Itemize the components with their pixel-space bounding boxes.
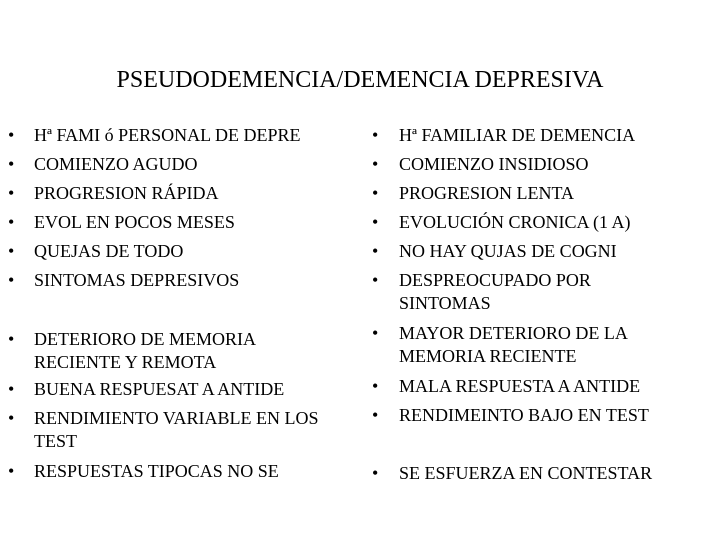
list-item-text: Hª FAMI ó PERSONAL DE DEPRE — [34, 125, 301, 145]
list-item-text: MAYOR DETERIORO DE LA MEMORIA RECIENTE — [399, 323, 627, 366]
list-item-text: COMIENZO AGUDO — [34, 154, 198, 174]
bullet-icon: • — [372, 125, 379, 145]
list-item-text: MALA RESPUESTA A ANTIDE — [399, 376, 641, 396]
bullet-icon: • — [372, 376, 379, 396]
list-item-text: PROGRESION RÁPIDA — [34, 183, 219, 203]
bullet-icon: • — [8, 125, 15, 145]
slide-title: PSEUDODEMENCIA/DEMENCIA DEPRESIVA — [116, 67, 604, 93]
bullet-icon: • — [8, 408, 15, 428]
bullet-icon: • — [372, 183, 379, 203]
bullet-icon: • — [372, 154, 379, 174]
list-item-text: EVOL EN POCOS MESES — [34, 212, 235, 232]
list-item-text: Hª FAMILIAR DE DEMENCIA — [399, 125, 636, 145]
bullet-icon: • — [372, 405, 379, 425]
bullet-icon: • — [8, 154, 15, 174]
list-item-text: RENDIMEINTO BAJO EN TEST — [399, 405, 649, 425]
bullet-icon: • — [372, 212, 379, 232]
list-item-text: NO HAY QUJAS DE COGNI — [399, 241, 617, 261]
bullet-icon: • — [372, 270, 379, 290]
list-item-text: QUEJAS DE TODO — [34, 241, 184, 261]
list-item-text: DESPREOCUPADO POR SINTOMAS — [399, 270, 591, 313]
list-item-text: DETERIORO DE MEMORIA RECIENTE Y REMOTA — [34, 329, 255, 372]
bullet-icon: • — [8, 241, 15, 261]
bullet-icon: • — [8, 270, 15, 290]
list-item-text: RENDIMIENTO VARIABLE EN LOS TEST — [34, 408, 319, 451]
bullet-icon: • — [8, 461, 15, 481]
bullet-icon: • — [8, 329, 15, 349]
bullet-icon: • — [372, 241, 379, 261]
list-item-text: SINTOMAS DEPRESIVOS — [34, 270, 240, 290]
list-item-text: RESPUESTAS TIPOCAS NO SE — [34, 461, 279, 481]
bullet-icon: • — [372, 323, 379, 343]
list-item-text: PROGRESION LENTA — [399, 183, 575, 203]
bullet-icon: • — [8, 379, 15, 399]
bullet-icon: • — [8, 183, 15, 203]
bullet-icon: • — [372, 463, 379, 483]
list-item-text: SE ESFUERZA EN CONTESTAR — [399, 463, 653, 483]
list-item-text: COMIENZO INSIDIOSO — [399, 154, 589, 174]
bullet-icon: • — [8, 212, 15, 232]
list-item-text: BUENA RESPUESAT A ANTIDE — [34, 379, 285, 399]
list-item-text: EVOLUCIÓN CRONICA (1 A) — [399, 212, 631, 232]
